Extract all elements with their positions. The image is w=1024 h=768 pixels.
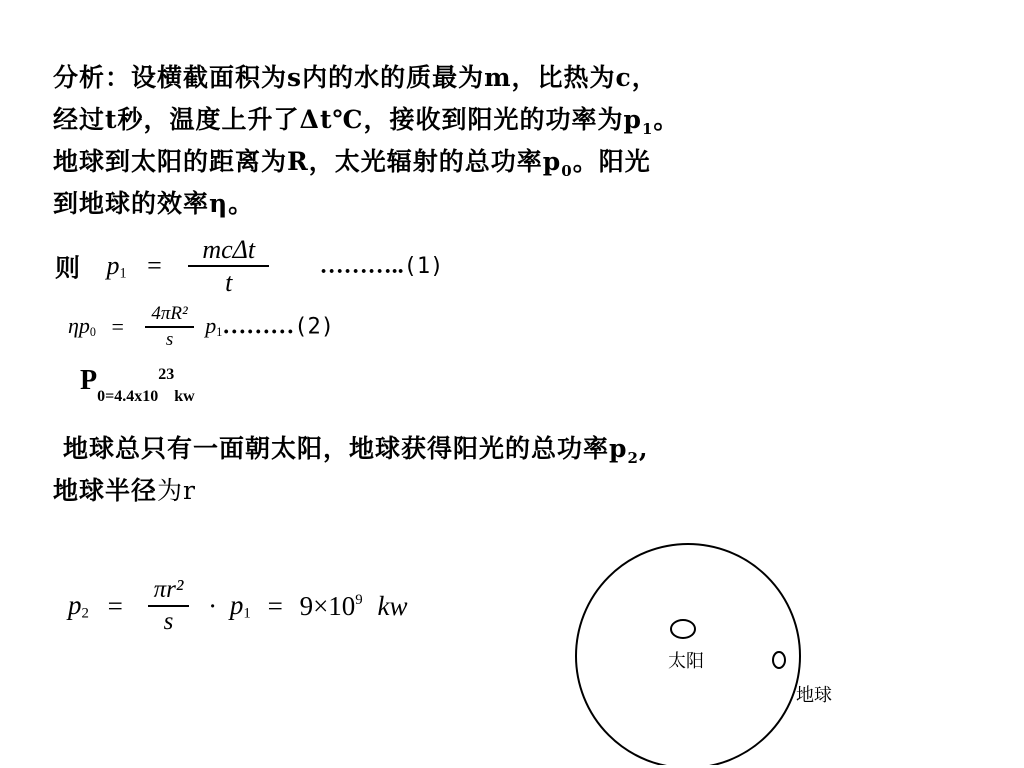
eq1-fraction — [188, 236, 269, 297]
result-exponent: 23 — [158, 366, 175, 383]
eq3-value — [300, 591, 363, 621]
earth-line-1-end: , — [638, 434, 649, 463]
earth-line-1-text: 地球总只有一面朝太阳，地球获得阳光的总功率p — [63, 434, 628, 463]
eq1-equals: = — [147, 251, 162, 281]
result-p0 — [80, 365, 195, 405]
eq2-lhs — [68, 313, 96, 338]
eq3-p1 — [230, 590, 251, 620]
analysis-paragraph — [53, 57, 873, 225]
eq2-p1 — [205, 313, 222, 338]
result-subscript: 0=4.4x10 — [97, 388, 159, 405]
eq2-eta: η — [68, 313, 79, 339]
analysis-line-3 — [53, 141, 873, 183]
eq2-equals: = — [111, 313, 124, 339]
p2-subscript: 2 — [627, 449, 639, 467]
eq1-lhs-p: p — [106, 250, 120, 280]
eq3-numerator: πr² — [148, 577, 190, 607]
eq3-equals: = — [107, 590, 123, 621]
result-unit: kw — [174, 388, 195, 405]
eq2-p1-p: p — [205, 313, 217, 339]
eq2-dots: ……… — [222, 313, 295, 340]
eq3-p1-p: p — [229, 589, 244, 620]
eq2-lhs-subscript: 0 — [89, 325, 96, 340]
eq2-fraction — [145, 304, 193, 350]
analysis-line-2-end: 。 — [653, 105, 680, 134]
analysis-line-2-text: 经过t秒，温度上升了Δt℃，接收到阳光的功率为p — [53, 105, 642, 134]
eq3-denominator: s — [163, 608, 174, 636]
earth-line-1 — [53, 428, 873, 470]
sun-circle — [671, 620, 695, 638]
eq2-denominator: s — [165, 328, 174, 350]
eq3-lhs-subscript: 2 — [81, 605, 89, 622]
equation-3 — [68, 577, 407, 636]
eq3-p1-subscript: 1 — [243, 605, 251, 622]
eq2-number: (2) — [294, 314, 335, 340]
analysis-line-1: 分析：设横截面积为s内的水的质最为m，比热为c， — [53, 63, 658, 92]
eq3-exponent: 9 — [355, 591, 363, 608]
eq2-lhs-p: p — [78, 313, 90, 339]
eq1-number: (1) — [403, 253, 444, 279]
analysis-line-4: 到地球的效率η。 — [53, 189, 255, 218]
eq1-numerator: mcΔt — [188, 236, 269, 267]
eq1-denominator: t — [225, 268, 233, 298]
earth-label: 地球 — [796, 685, 832, 706]
earth-line-2 — [53, 470, 873, 512]
eq2-numerator: 4πR² — [145, 304, 193, 328]
p1-subscript: 1 — [641, 120, 654, 138]
eq1-prefix: 则 — [55, 253, 81, 283]
earth-line-2-bold: 地球半径 — [53, 476, 158, 505]
eq3-lhs-p: p — [68, 589, 82, 620]
sun-label: 太阳 — [668, 651, 704, 672]
result-P: P — [80, 365, 98, 396]
eq1-lhs-subscript: 1 — [119, 265, 127, 282]
eq3-value-base: 9×10 — [299, 590, 356, 621]
eq3-dot: · — [208, 590, 218, 621]
eq3-fraction — [148, 577, 190, 636]
eq1-lhs — [107, 251, 127, 280]
eq1-dots: ……….. — [319, 252, 404, 279]
eq3-equals-2: = — [267, 590, 283, 621]
analysis-line-3-end: 。阳光 — [572, 147, 651, 176]
eq3-unit: kw — [377, 590, 408, 621]
earth-line-2-rest: 为r — [157, 476, 196, 505]
earth-paragraph — [53, 428, 873, 512]
analysis-line-3-text: 地球到太阳的距离为R，太光辐射的总功率p — [53, 147, 562, 176]
p0-subscript: 0 — [561, 162, 573, 180]
eq3-lhs — [68, 590, 89, 620]
orbit-diagram — [520, 520, 860, 765]
equation-2 — [68, 304, 334, 350]
earth-circle — [773, 652, 785, 668]
eq2-p1-subscript: 1 — [216, 325, 223, 340]
equation-1 — [55, 236, 443, 297]
analysis-line-2 — [53, 99, 873, 141]
